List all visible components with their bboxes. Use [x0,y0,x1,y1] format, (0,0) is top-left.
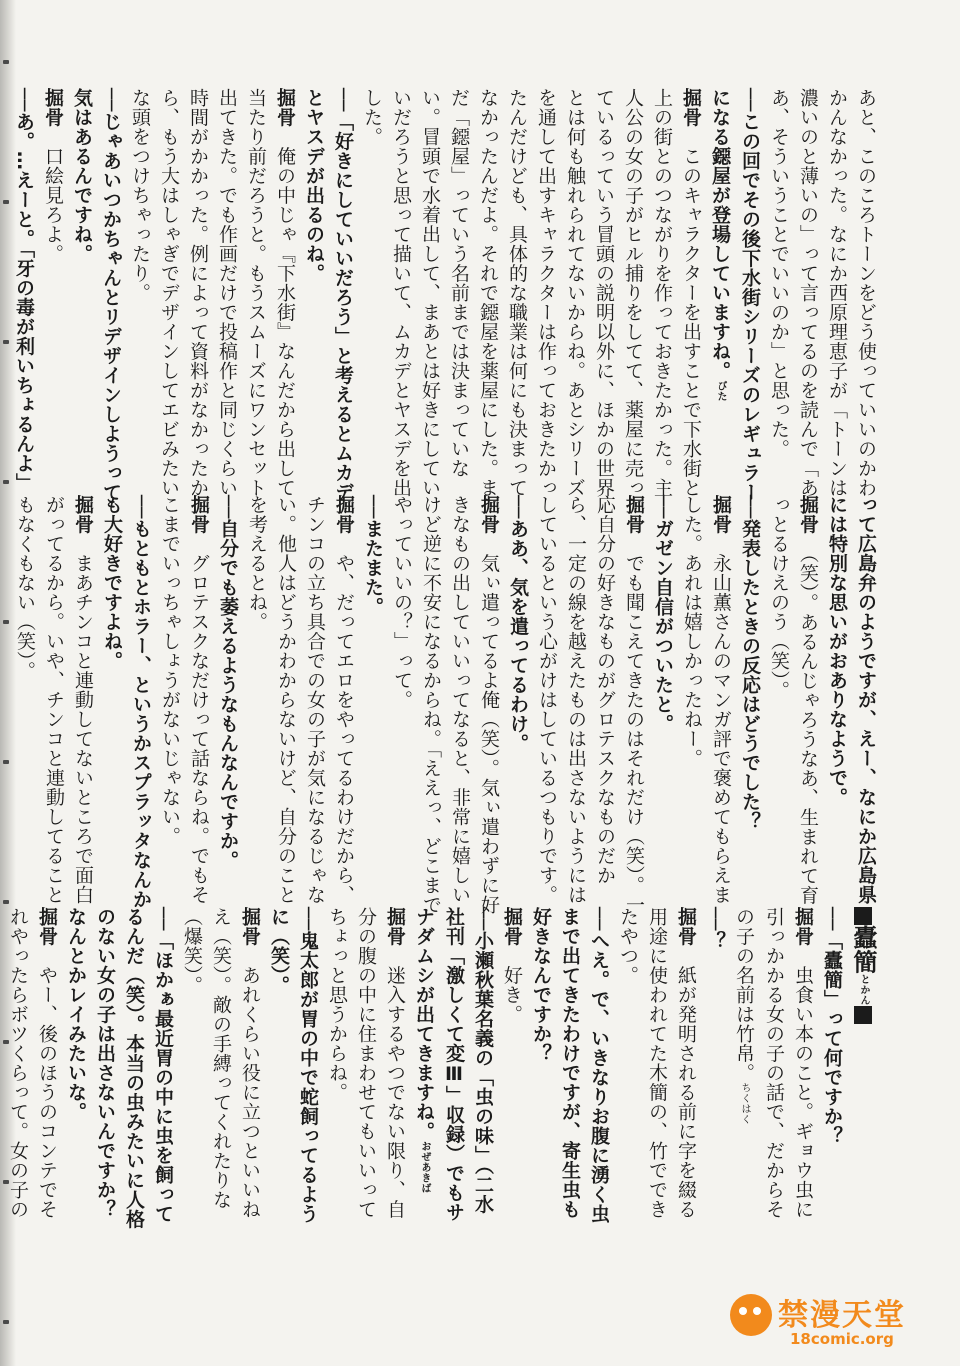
answer: 掘骨 このキャラクターを出すことで下水街と上の街とのつながりを作っておきたかった。主人公の女の子がヒル捕りをしてて、薬屋に売っているっていう冒頭の説明以外に、ほかの世界とは何も触れられてないからね。あとシリーズを通して出すキャラクターは作っておきたかったんだけども、具体的な職業は何にも決まってなかったんだよ。それで鐚屋を薬屋にした。まだ「鐚屋」っていう名前までは決まっていない。冒頭で水着出して、まあとは好きにしていいだろうと思って描いて、ムカデとヤスデを出した。 [361,88,702,498]
answer: 掘骨 や、だってエロをやってるわけだから、チンコの立ち具合での女の子が気になるじゃない。他人はどうかわからないけど、自分のことを考えるとね。 [246,495,355,905]
interviewer-question: ──小瀬秋葉名義の「虫の味」（二水社刊「激しくて変Ⅲ」収録）でもサナダムシが出てきますね。おぜあきば [413,907,494,1222]
text-band-top [13,88,880,513]
speaker-label: 掘骨 [333,495,355,534]
heading-square-icon [854,907,872,925]
speaker-label: 掘骨 [675,907,697,946]
ruby-reading: ちくはく [739,1082,750,1125]
answer: 掘骨 グロテスクなだけって話ならね。でもそこまでいっちゃしょうがないじゃない。 [159,495,210,905]
binding-mark [3,620,9,624]
interviewer-question: ──またまた。 [362,495,384,617]
paragraph: あと、このころトーンをどう使っていいのかわかんなかった。なにか西原理恵子が「トーンは濃いのと薄いの」って言ってるのを読んで「ああ、そういうことでいいのか」と思った。 [768,88,877,498]
answer: 掘骨 でも聞こえてきたのはそれだけ（笑）。一応自分の好きなものがグロテスクなものだから、一定の線を越えたものは出さないようにはしているという心がけはしているつもりです。 [536,495,645,915]
binding-mark [3,760,9,764]
watermark-title: 禁漫天堂 [778,1298,906,1333]
speaker-label: 掘骨 [710,495,732,534]
answer: 掘骨 虫食い本のこと。ギョウ虫に引っかかる女の子の話で、だからその子の名前は竹帛。ちくはく [733,907,814,1219]
interviewer-question: って広島弁のようですが、えー、なにか広島県には特別な思いがおありなようで。 [826,495,877,905]
answer: 掘骨 やー、後のほうのコンテでそれやったらボツくらって。女の子の [7,907,58,1219]
interviewer-question: ──もともとホラー、というかスプラッタなんかも大好きですよね。 [101,495,152,909]
mascot-logo-icon [730,1294,772,1336]
text-band-bottom [7,907,880,1239]
speaker-label: 掘骨 [274,88,296,127]
answer: 掘骨 俺の中じゃ『下水街』なんだから出して当たり前だろうと。もうスムーズにワンセット出てきた。でも作画だけで投稿作と同じくらい時間がかかった。例によって資料がなかったから、もう大はしゃぎでデザインしてエビみたいな頭をつけちゃったり。 [129,88,296,498]
binding-mark [3,1320,9,1324]
interviewer-question: ──あ。…えーと。「牙の毒が利いちょるんよ」 [13,88,35,493]
answer: 掘骨 口絵見ろよ。 [42,88,64,264]
section-heading: 蠹簡とかん [846,907,880,1232]
answer: 掘骨 （笑）。あるんじゃろうなあ、生まれて育っとるけえのう（笑）。 [768,495,819,905]
interviewer-question: ──「ほかぁ最近胃の中に虫を飼ってるんだ（笑）。本当の虫みたいに人格のない女の子は出さないんですか？ なんとかレイみたいな。 [65,907,174,1239]
heading-square-icon [854,1006,872,1024]
interviewer-question: ──「蠹簡」って何ですか？ [821,907,843,1146]
interviewer-question: ──じゃあいつかちゃんとリデザインしようって気はあるんですね。 [71,88,122,502]
interviewer-question: ──？ [704,907,726,951]
speaker-label: 掘骨 [72,495,94,534]
watermark-url: 18comic.org [790,1330,894,1348]
speaker-label: 掘骨 [384,907,406,946]
ruby-reading: とかん [858,974,869,1006]
interviewer-question: ──ガゼン自信がついたと。 [652,495,674,734]
speaker-label: 掘骨 [680,88,702,127]
answer: 掘骨 永山薫さんのマンガ評で褒めてもらえました。あれは嬉しかったねー。 [681,495,732,905]
ruby-reading: びた [715,380,726,402]
speaker-label: 掘骨 [188,495,210,534]
speaker-label: 掘骨 [239,907,261,946]
interviewer-question: ──「好きにしていいだろう」と考えるとムカデとヤスデが出るのね。 [303,88,354,502]
speaker-label: 掘骨 [42,88,64,127]
speaker-label: 掘骨 [478,495,500,534]
interviewer-question: ──ああ、気を遣ってるわけ。 [507,495,529,753]
answer: 掘骨 紙が発明される前に字を綴る用途に使われてた木簡の、竹でできたやつ。 [617,907,697,1219]
answer: 掘骨 まあチンコと連動してないところで面白がってるから。いや、チンコと連動してることもなくもない（笑）。 [14,495,94,905]
site-watermark [730,1288,940,1352]
interviewer-question: ──自分でも萎えるようなもんなんですか。 [217,495,239,870]
speaker-label: 掘骨 [792,907,814,946]
interviewer-question: ──へえ。で、いきなりお腹に湧く虫まで出てきたわけですが、寄生虫も好きなんですか？ [530,907,610,1224]
interviewer-question: ──発表したときの反応はどうでした？ [739,495,761,831]
binding-mark [3,900,9,904]
ruby-reading: おぜあきば [419,1141,430,1194]
interviewer-question: ──この回でその後下水街シリーズのレギュラーになる鐚屋が登場していますね。びた [709,88,761,502]
speaker-label: 掘骨 [36,907,58,946]
text-band-middle [14,495,880,920]
speaker-label: 掘骨 [501,907,523,946]
answer: 掘骨 好き。 [501,907,523,1024]
answer: 掘骨 気ぃ遣ってるよ俺（笑）。気ぃ遣わずに好きなもの出していいってなると、非常に嬉しいけど逆に不安になるからね。「ええっ、どこまでやっていいの？」って。 [391,495,500,915]
interviewer-question: ──鬼太郎が胃の中で蛇飼ってるように（笑）。 [268,907,319,1224]
binding-mark [3,60,9,64]
speaker-label: 掘骨 [623,495,645,534]
speaker-label: 掘骨 [797,495,819,534]
answer: 掘骨 迷入するやつでない限り、自分の腹の中に住まわせてもいいってちょっと思うからね。 [326,907,406,1219]
answer: 掘骨 あれくらい役に立つといいねえ（笑）。敵の手縛ってくれたりな（爆笑）。 [181,907,261,1219]
